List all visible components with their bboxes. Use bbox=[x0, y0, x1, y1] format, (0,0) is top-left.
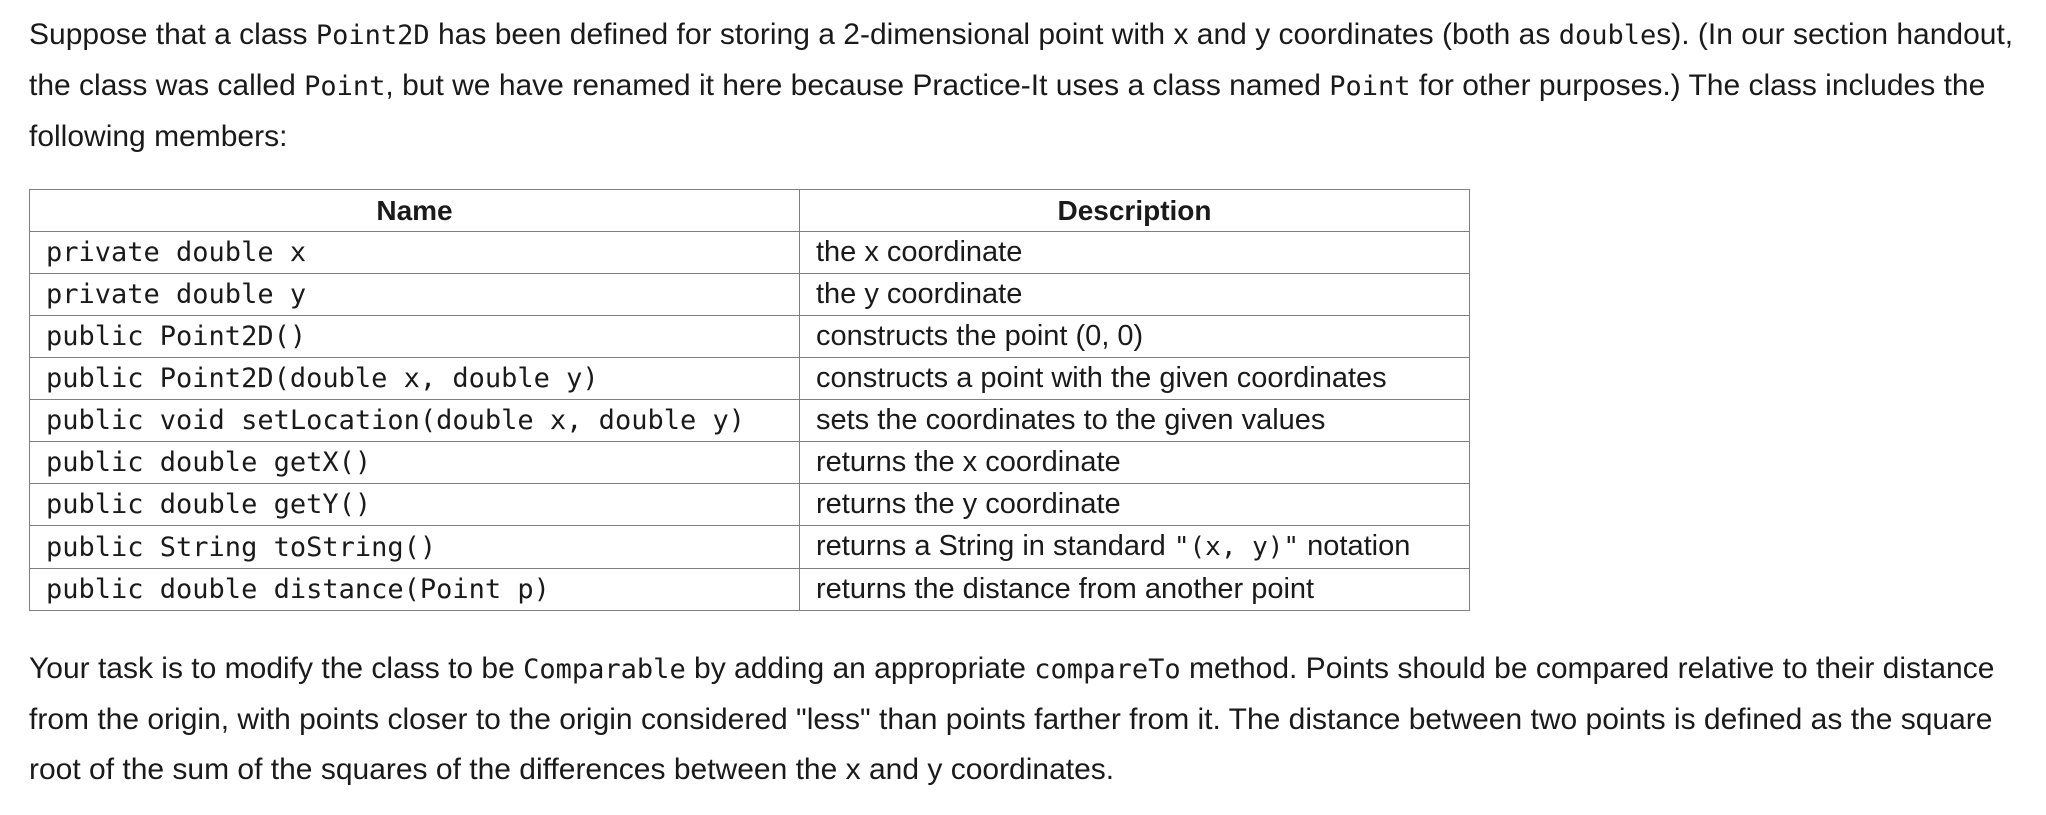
task-text: x bbox=[845, 753, 861, 786]
task-paragraph bbox=[29, 644, 2024, 795]
class-name-code: Point2D bbox=[315, 20, 430, 51]
table-row bbox=[30, 442, 1470, 484]
table-row bbox=[30, 400, 1470, 442]
table-header-row bbox=[30, 190, 1470, 232]
table-row bbox=[30, 358, 1470, 400]
member-signature: public String toString() bbox=[30, 526, 800, 569]
table-row bbox=[30, 526, 1470, 569]
table-row bbox=[30, 232, 1470, 274]
member-description bbox=[800, 526, 1470, 569]
task-text: y bbox=[927, 753, 943, 786]
member-description: the y coordinate bbox=[800, 274, 1470, 316]
intro-text: for other purposes.) The class includes the following members: bbox=[29, 69, 1986, 153]
task-text: by adding an appropriate bbox=[685, 652, 1035, 685]
method-name-code: compareTo bbox=[1034, 654, 1181, 685]
member-description: returns the x coordinate bbox=[800, 442, 1470, 484]
member-signature: public double getY() bbox=[30, 484, 800, 526]
member-signature: private double x bbox=[30, 232, 800, 274]
task-text: and bbox=[860, 753, 928, 786]
intro-text: and bbox=[1188, 18, 1256, 51]
member-description: returns the distance from another point bbox=[800, 569, 1470, 611]
intro-text: coordinates (both as bbox=[1270, 18, 1559, 51]
task-text: coordinates. bbox=[942, 753, 1115, 786]
description-text: notation bbox=[1299, 530, 1411, 562]
member-signature: public double getX() bbox=[30, 442, 800, 484]
members-table bbox=[29, 189, 1470, 611]
member-signature: public Point2D(double x, double y) bbox=[30, 358, 800, 400]
member-signature: private double y bbox=[30, 274, 800, 316]
problem-statement bbox=[29, 10, 2024, 795]
class-name-code: Point bbox=[1329, 71, 1411, 102]
member-signature: public double distance(Point p) bbox=[30, 569, 800, 611]
task-text: method. Points should be compared relative to their distance from the origin, with points closer to the origin considered "less" than points farther from it. The distance between two points is defined as the square root of the sum of the squares of the differences between the bbox=[29, 652, 1995, 786]
member-description: constructs the point (0, 0) bbox=[800, 316, 1470, 358]
intro-text: s). (In our section handout, the class was called bbox=[29, 18, 2014, 102]
member-description: constructs a point with the given coordinates bbox=[800, 358, 1470, 400]
intro-text: Suppose that a class bbox=[29, 18, 316, 51]
intro-text: y bbox=[1255, 18, 1271, 51]
table-row bbox=[30, 274, 1470, 316]
intro-text: , but we have renamed it here because Practice-It uses a class named bbox=[385, 69, 1330, 102]
table-row bbox=[30, 569, 1470, 611]
intro-paragraph bbox=[29, 10, 2024, 162]
column-header-description: Description bbox=[800, 190, 1470, 232]
task-text: Your task is to modify the class to be bbox=[29, 652, 524, 685]
table-row bbox=[30, 484, 1470, 526]
member-description: sets the coordinates to the given values bbox=[800, 400, 1470, 442]
type-code: double bbox=[1558, 20, 1657, 51]
interface-name-code: Comparable bbox=[523, 654, 686, 685]
notation-code: "(x, y)" bbox=[1173, 532, 1300, 562]
member-signature: public Point2D() bbox=[30, 316, 800, 358]
column-header-name: Name bbox=[30, 190, 800, 232]
member-description: the x coordinate bbox=[800, 232, 1470, 274]
table-row bbox=[30, 316, 1470, 358]
member-description: returns the y coordinate bbox=[800, 484, 1470, 526]
intro-text: x bbox=[1173, 18, 1189, 51]
intro-text: has been defined for storing a 2-dimensional point with bbox=[429, 18, 1174, 51]
member-signature: public void setLocation(double x, double y) bbox=[30, 400, 800, 442]
class-name-code: Point bbox=[304, 71, 386, 102]
description-text: returns a String in standard bbox=[816, 530, 1174, 562]
